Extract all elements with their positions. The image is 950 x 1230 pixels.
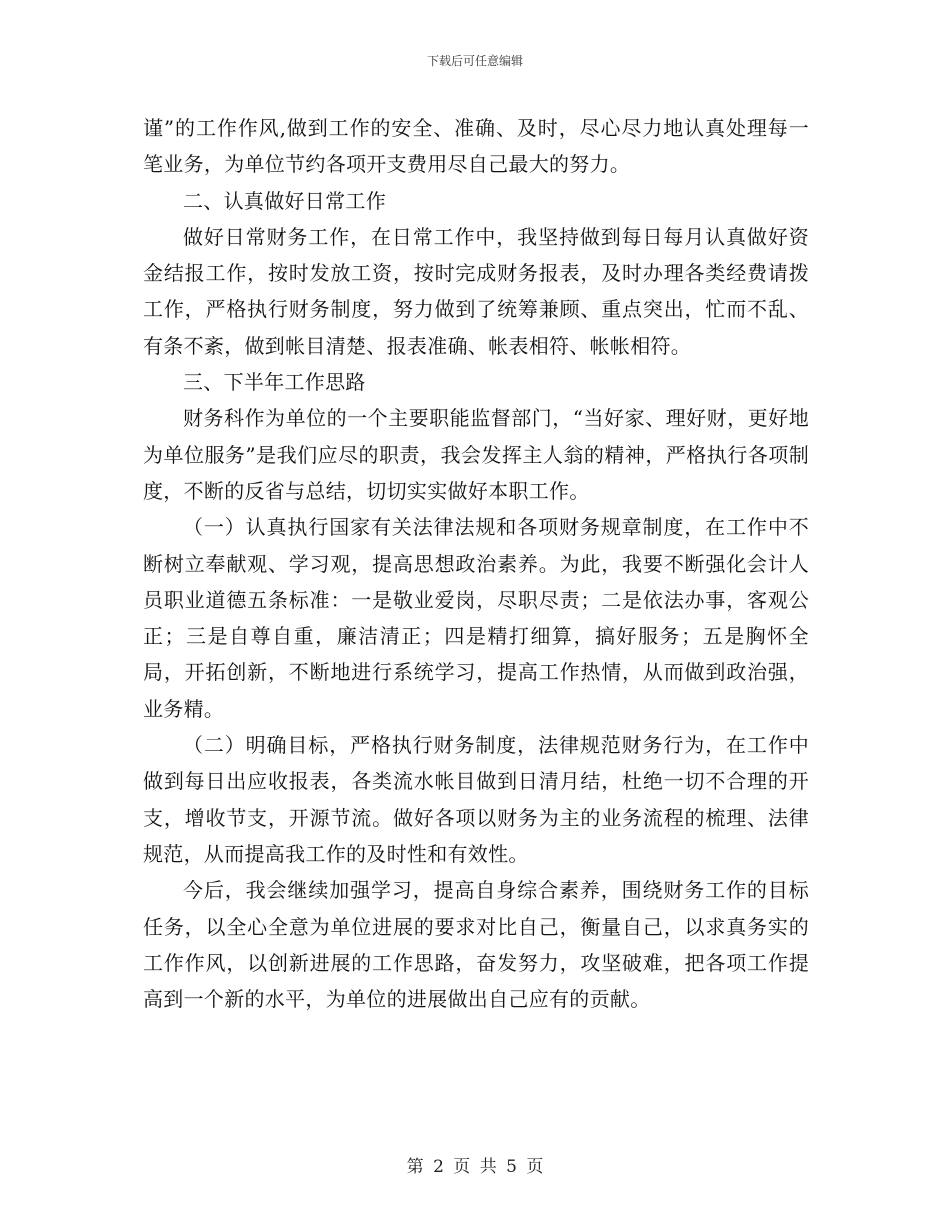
paragraph-plan-item-2: （二）明确目标，严格执行财务制度，法律规范财务行为，在工作中做到每日出应收报表，各类流水帐目做到日清月结，杜绝一切不合理的开支，增收节支，开源节流。做好各项以财务为主的业务流程的梳理、法律规范，从而提高我工作的及时性和有效性。 xyxy=(143,733,809,866)
page-number: 第 2 页 共 5 页 xyxy=(406,1157,544,1177)
paragraph-conclusion: 今后，我会继续加强学习，提高自身综合素养，围绕财务工作的目标任务，以全心全意为单位进展的要求对比自己，衡量自己，以求真务实的工作作风，以创新进展的工作思路，奋发努力，攻坚破难，把各项工作提高到一个新的水平，为单位的进展做出自己应有的贡献。 xyxy=(143,878,809,1012)
document-body xyxy=(143,110,809,1017)
section-heading-second-half-plan: 三、下半年工作思路 xyxy=(183,370,366,395)
paragraph-plan-intro: 财务科作为单位的一个主要职能监督部门，“当好家、理好财，更好地为单位服务”是我们应尽的职责，我会发挥主人翁的精神，严格执行各项制度，不断的反省与总结，切切实实做好本职工作。 xyxy=(143,406,809,503)
section-heading-daily-work: 二、认真做好日常工作 xyxy=(183,188,386,213)
page-header: 下载后可任意编辑 xyxy=(426,54,523,68)
paragraph-continuation: 谨”的工作作风,做到工作的安全、准确、及时，尽心尽力地认真处理每一笔业务，为单位节约各项开支费用尽自己最大的努力。 xyxy=(143,116,809,177)
paragraph-plan-item-1: （一）认真执行国家有关法律法规和各项财务规章制度，在工作中不断树立奉献观、学习观，提高思想政治素养。为此，我要不断强化会计人员职业道德五条标准：一是敬业爱岗，尽职尽责；二是依法办事，客观公正；三是自尊自重，廉洁清正；四是精打细算，搞好服务；五是胸怀全局，开拓创新，不断地进行系统学习，提高工作热情，从而做到政治强，业务精。 xyxy=(143,515,809,721)
paragraph-daily-work: 做好日常财务工作，在日常工作中，我坚持做到每日每月认真做好资金结报工作，按时发放工资，按时完成财务报表，及时办理各类经费请拨工作，严格执行财务制度，努力做到了统筹兼顾、重点突出，忙而不乱、有条不紊，做到帐目清楚、报表准确、帐表相符、帐帐相符。 xyxy=(143,224,809,358)
